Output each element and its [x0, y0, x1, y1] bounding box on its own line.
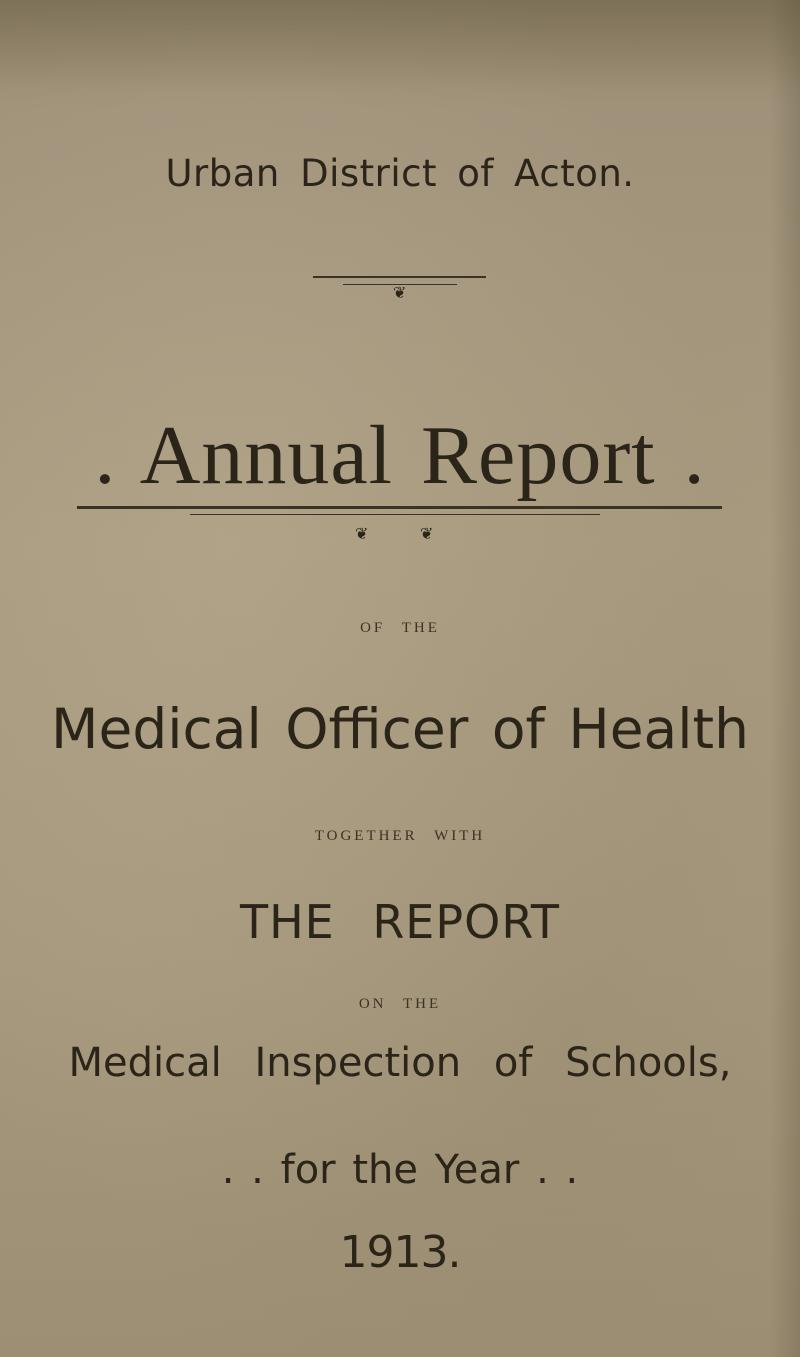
upper-rule-long	[313, 276, 486, 278]
inspection-heading: Medical Inspection of Schools,	[68, 1040, 732, 1086]
title-underline-thick	[77, 506, 722, 509]
district-heading: Urban District of Acton.	[165, 152, 635, 195]
the-report-heading: THE REPORT	[239, 895, 561, 949]
on-the-label: ON THE	[358, 996, 442, 1012]
report-title: . Annual Report .	[94, 409, 706, 502]
fleuron-pair-icon: ❦	[355, 524, 369, 543]
title-underline-thin	[190, 514, 600, 515]
report-year: 1913.	[339, 1227, 461, 1278]
officer-heading: Medical Officer of Health	[51, 697, 749, 761]
together-with-label: TOGETHER WITH	[314, 828, 486, 844]
for-the-year-line: . . for the Year . .	[221, 1147, 579, 1193]
fleuron-pair-icon: ❦	[420, 524, 434, 543]
fleuron-icon: ❦	[393, 283, 407, 302]
of-the-label: OF THE	[360, 620, 440, 636]
